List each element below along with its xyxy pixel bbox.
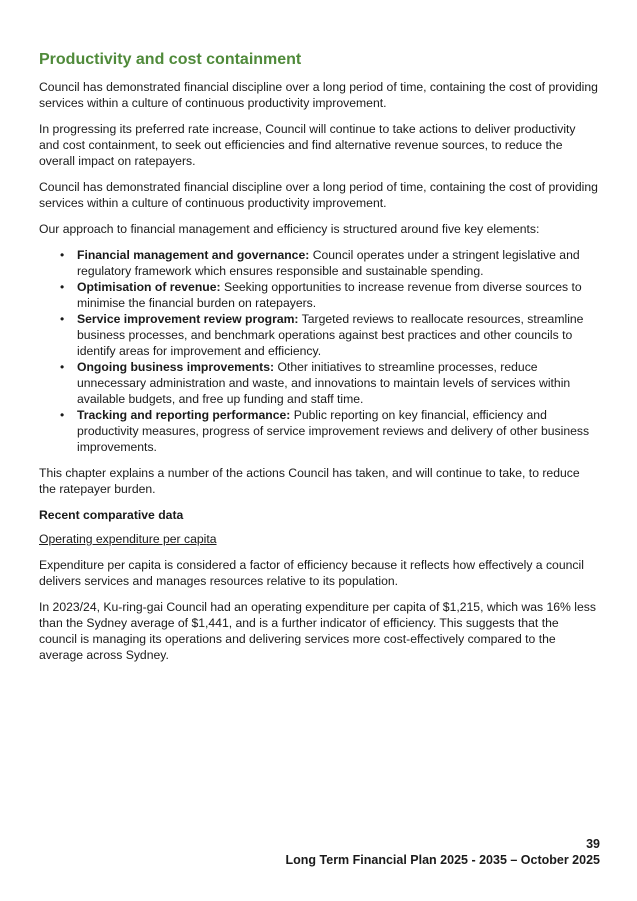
paragraph-expenditure-factor: Expenditure per capita is considered a factor of efficiency because it reflects how effectively a council delivers services and manages resources relative to its population. <box>39 558 584 588</box>
list-item <box>60 359 599 407</box>
list-item <box>60 247 599 279</box>
bullet-icon: • <box>60 312 65 326</box>
list-item-text: Public reporting on key financial, efficiency and productivity measures, progress of service improvement reviews and delivery of other business improvements. <box>77 408 590 454</box>
list-item-text: Council operates under a stringent legislative and regulatory framework which ensures responsible and sustainable spending. <box>77 248 580 278</box>
recent-data-heading: Recent comparative data <box>39 508 184 522</box>
paragraph-rate-increase: In progressing its preferred rate increase, Council will continue to take actions to deliver productivity and cost containment, to seek out efficiencies and find alternative revenue sources, to reduce the overall impact on ratepayers. <box>39 122 576 168</box>
list-item-title: Ongoing business improvements: <box>77 360 275 374</box>
document-page <box>39 50 599 673</box>
list-item-title: Service improvement review program: <box>77 312 299 326</box>
bullet-icon: • <box>60 408 65 422</box>
list-item <box>60 279 599 311</box>
paragraph-approach: Our approach to financial management and efficiency is structured around five key elements: <box>39 222 540 236</box>
list-item-text: Other initiatives to streamline processes, reduce unnecessary administration and waste, and innovations to maintain levels of services within available budgets, and free up funding and staff time. <box>77 360 571 406</box>
section-heading: Productivity and cost containment <box>39 51 302 68</box>
opex-per-capita-heading: Operating expenditure per capita <box>39 532 217 546</box>
list-item-text: Seeking opportunities to increase revenue from diverse sources to minimise the financial burden on ratepayers. <box>77 280 582 310</box>
key-elements-list <box>39 247 599 455</box>
page-footer <box>286 836 600 868</box>
bullet-icon: • <box>60 248 65 262</box>
list-item-title: Tracking and reporting performance: <box>77 408 291 422</box>
list-item-text: Targeted reviews to reallocate resources, streamline business processes, and benchmark operations against best practices and other councils to identify areas for improvement and efficiency. <box>77 312 584 358</box>
paragraph-opex-comparison: In 2023/24, Ku-ring-gai Council had an operating expenditure per capita of $1,215, which was 16% less than the Sydney average of $1,441, and is a further indicator of efficiency. This suggests that the council is managing its operations and delivering services more cost-effectively compared to the average across Sydney. <box>39 600 596 662</box>
list-item-title: Financial management and governance: <box>77 248 310 262</box>
document-title: Long Term Financial Plan 2025 - 2035 – October 2025 <box>285 853 600 867</box>
bullet-icon: • <box>60 360 65 374</box>
bullet-icon: • <box>60 280 65 294</box>
paragraph-chapter-explains: This chapter explains a number of the actions Council has taken, and will continue to take, to reduce the ratepayer burden. <box>39 466 580 496</box>
paragraph-intro: Council has demonstrated financial discipline over a long period of time, containing the cost of providing services within a culture of continuous productivity improvement. <box>39 80 598 110</box>
page-number: 39 <box>586 837 600 851</box>
list-item <box>60 407 599 455</box>
list-item-title: Optimisation of revenue: <box>77 280 221 294</box>
list-item <box>60 311 599 359</box>
paragraph-discipline: Council has demonstrated financial discipline over a long period of time, containing the cost of providing services within a culture of continuous productivity improvement. <box>39 180 598 210</box>
